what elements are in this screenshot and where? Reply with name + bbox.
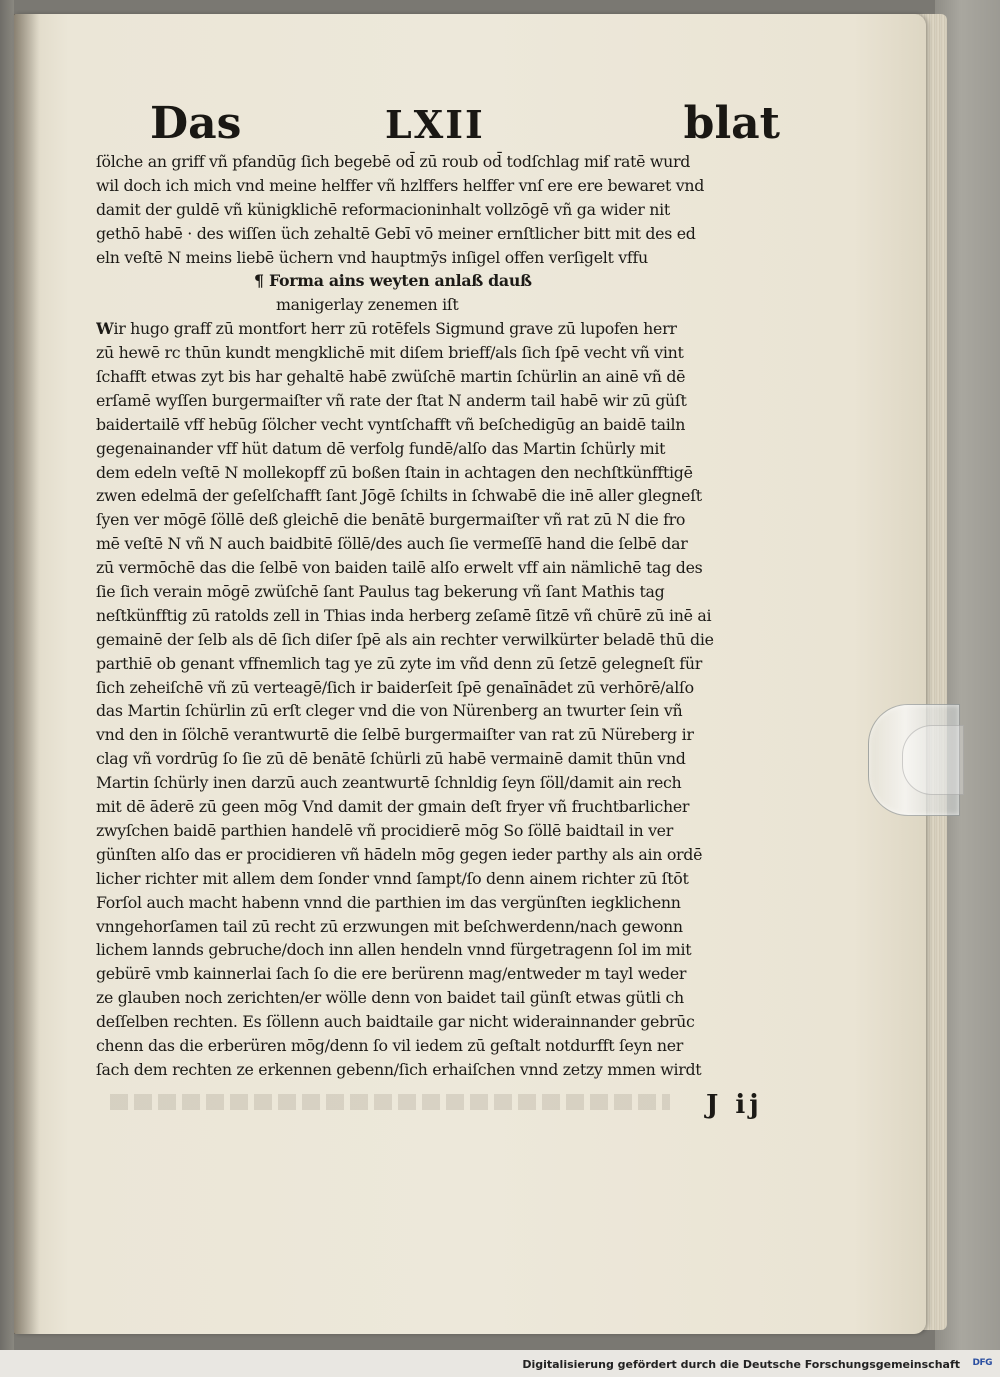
- text-line: Wir hugo graff zū montfort herr zū rotēfels Sigmund grave zū lupofen herr: [96, 319, 677, 339]
- text-line: zwen edelmā der geſelſchafft ſant Jōgē ſchilts in ſchwabē die inē aller glegneſt: [96, 486, 702, 506]
- text-line: eln veſtē N meins liebē üchern vnd hauptmȳs inſigel offen verſigelt vffu: [96, 247, 648, 267]
- text-line: ſchafft etwas zyt bis har gehaltē habē zwüſchē martin ſchürlin an ainē vñ dē: [96, 367, 686, 387]
- funding-credit: Digitalisierung gefördert durch die Deutsche Forschungsgemeinschaft: [522, 1358, 960, 1371]
- running-head-right: blat: [683, 98, 780, 149]
- text-line: neſtkünfftig zū ratolds zell in Thias inda herberg zeſamē ſitzē vñ chūrē zū inē ai: [96, 605, 712, 625]
- text-line: Forſol auch macht habenn vnnd die parthien im das vergünſten iegklichenn: [96, 892, 681, 912]
- text-line: zwyſchen baidē parthien handelē vñ procidierē mōg So ſöllē baidtail in ver: [96, 820, 673, 840]
- text-line: gegenainander vff hüt datum dē verfolg fundē/alſo das Martin ſchürly mit: [96, 438, 666, 458]
- text-line: ſölche an griff vñ pfandūg ſich begebē od̄ zū roub od̄ todſchlag miẜ ratē wurd: [96, 152, 691, 171]
- text-line: Martin ſchürly inen darzū auch zeantwurtē ſchnldig ſeyn ſöll/damit ain rech: [96, 773, 682, 793]
- running-head-left: Das: [150, 98, 242, 149]
- text-line: gebürē vmb kainnerlai ſach ſo die ere berürenn mag/entweder m tayl weder: [96, 964, 687, 984]
- page-clip-inner: [902, 725, 964, 795]
- text-line: ze glauben noch zerichten/er wölle denn von baidet tail günſt etwas gütli ch: [96, 988, 684, 1008]
- text-line: damit der guldē vñ künigklichē reformacioninhalt vollzōgē vñ ga wider nit: [96, 199, 670, 219]
- text-line: mē veſtē N vñ N auch baidbitē ſöllē/des auch ſie vermeſſē hand die ſelbē dar: [96, 534, 688, 554]
- gutter-shadow: [14, 14, 40, 1334]
- dfg-logo: DFG: [972, 1358, 992, 1368]
- text-line: das Martin ſchürlin zū erſt cleger vnd die von Nürenberg an twurter ſein vñ: [96, 701, 683, 721]
- text-line: ſach dem rechten ze erkennen gebenn/ſich erhaiſchen vnnd zetzy mmen wirdt: [96, 1059, 702, 1079]
- text-line: ſich zeheiſchē vñ zū verteagē/ſich ir baiderſeit ſpē genaīnādet zū verhōrē/alſo: [96, 677, 694, 697]
- section-heading-continued: manigerlay zenemen iſt: [276, 295, 459, 315]
- body-text: [96, 150, 796, 1082]
- folio-number: LXII: [385, 102, 485, 147]
- book-cover-left: [0, 0, 14, 1350]
- text-line: zū vermōchē das die ſelbē von baiden tailē alſo erwelt vff ain nämlichē tag des: [96, 558, 703, 578]
- section-heading: [96, 269, 796, 293]
- text-line: gemainē der ſelb als dē ſich diſer ſpē als ain rechter verwilkürter beladē thū die: [96, 629, 714, 649]
- text-line: baidertailē vff hebūg ſölcher vecht vyntſchafft vñ beſchedigūg an baidē tailn: [96, 414, 686, 434]
- text-line: parthiē ob genant vffnemlich tag ye zū zyte im vñd denn zū ſetzē gelegneſt für: [96, 653, 702, 673]
- text-line: vnngehorſamen tail zū recht zū erzwungen mit beſchwerdenn/nach gewonn: [96, 916, 683, 936]
- text-line: mit dē āderē zū geen mōg Vnd damit der gmain deſt fryer vñ fruchtbarlicher: [96, 797, 690, 817]
- rubric-text: Forma ains weyten anlaß dauß: [268, 271, 532, 291]
- rubric-mark: ¶: [254, 271, 264, 291]
- text-line: zū hewē rc thūn kundt mengklichē mit diſem brieff/als ſich ſpē vecht vñ vint: [96, 343, 684, 363]
- text-line: wil doch ich mich vnd meine helffer vñ hzlffers helffer vnſ ere ere bewaret vnd: [96, 175, 705, 195]
- text-line: lichem lannds gebruche/doch inn allen hendeln vnnd fürgetragenn ſol im mit: [96, 940, 692, 960]
- text-line: dem edeln veſtē N mollekopff zū boßen ſtain in achtagen den nechſtkünfftigē: [96, 462, 693, 482]
- text-line: licher richter mit allem dem ſonder vnnd ſampt/ſo denn ainem richter zū ſtōt: [96, 868, 689, 888]
- running-head: [140, 98, 780, 158]
- catchword-signature: J ij: [706, 1090, 763, 1120]
- text-line: chenn das die erberüren mōg/denn ſo vil iedem zū geſtalt notdurfft ſeyn ner: [96, 1035, 683, 1055]
- text-line: gethō habē · des wiſſen üch zehaltē Gebī vō meiner ernſtlicher bitt mit des ed: [96, 223, 696, 243]
- text-line: ſie ſich verain mōgē zwüſchē ſant Paulus tag bekerung vñ ſant Mathis tag: [96, 582, 665, 602]
- text-line: erſamē wyſſen burgermaiſter vñ rate der ſtat N anderm tail habē wir zū güſt: [96, 390, 687, 410]
- text-line: deſſelben rechten. Es ſöllenn auch baidtaile gar nicht widerainnander gebrūc: [96, 1012, 695, 1032]
- footer-bar: [0, 1350, 1000, 1377]
- show-through-text: [110, 1094, 670, 1110]
- text-line: clag vñ vordrūg ſo ſie zū dē benātē ſchürli zū habē vermainē damit thūn vnd: [96, 749, 686, 769]
- text-line: ſyen ver mōgē ſöllē deß gleichē die benātē burgermaiſter vñ rat zū N die fro: [96, 510, 686, 530]
- text-line: vnd den in ſölchē verantwurtē die ſelbē burgermaiſter van rat zū Nüreberg ir: [96, 725, 694, 745]
- text-line: günſten alſo das er procidieren vñ hādeln mōg gegen ieder parthy als ain ordē: [96, 844, 703, 864]
